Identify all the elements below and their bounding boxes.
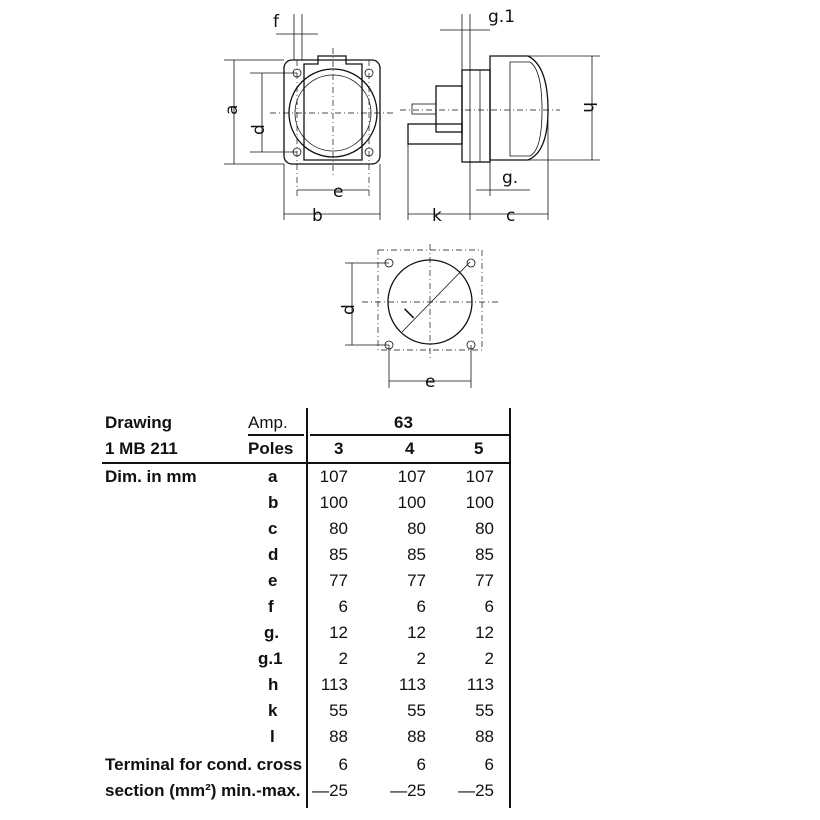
dim-b: b [268, 493, 279, 512]
value-cell: 6 [338, 597, 348, 616]
side-housing [490, 56, 548, 160]
value-cell: 12 [475, 623, 494, 642]
front-dim-d: d [249, 124, 269, 135]
value-cell: 107 [319, 467, 348, 486]
value-cell: 80 [407, 519, 426, 538]
front-dim-a: a [222, 104, 242, 115]
dim-d: d [268, 545, 279, 564]
terminal-min: 6 [484, 755, 494, 774]
terminal-min: 6 [338, 755, 348, 774]
value-cell: 85 [329, 545, 348, 564]
value-cell: 55 [329, 701, 348, 720]
value-cell: 77 [407, 571, 426, 590]
drawing-label: Drawing [105, 413, 173, 432]
value-cell: 12 [329, 623, 348, 642]
dimension-table [0, 404, 820, 820]
amp-value: 63 [394, 413, 413, 432]
poles-label: Poles [248, 439, 294, 458]
pole-4: 4 [405, 439, 415, 458]
value-cell: 88 [407, 727, 426, 746]
front-view [222, 12, 396, 226]
dim-g: g. [264, 623, 280, 642]
side-dim-c: c [506, 206, 516, 226]
value-cell: 107 [397, 467, 426, 486]
side-terminal-block [436, 86, 462, 132]
side-dim-k: k [432, 206, 442, 226]
value-cell: 85 [407, 545, 426, 564]
dim-k: k [268, 701, 278, 720]
terminal-label-2: section (mm²) min.-max. [105, 781, 301, 800]
value-cell: 85 [475, 545, 494, 564]
dim-label: Dim. in mm [105, 467, 197, 486]
side-view [400, 7, 600, 226]
front-dim-f: f [273, 12, 279, 32]
value-cell: 77 [475, 571, 494, 590]
value-cell: 6 [484, 597, 494, 616]
dim-f: f [268, 597, 274, 616]
cutout-view [339, 244, 498, 392]
terminal-max: —25 [390, 781, 426, 800]
dim-e: e [268, 571, 278, 590]
drawing-number: 1 MB 211 [105, 439, 178, 458]
value-cell: 2 [484, 649, 494, 668]
front-dim-e: e [333, 182, 344, 202]
terminal-label-1: Terminal for cond. cross [105, 755, 303, 774]
value-cell: 113 [398, 675, 426, 694]
dim-l: l [270, 727, 275, 746]
technical-drawings [0, 0, 820, 400]
value-cell: 2 [338, 649, 348, 668]
value-cell: 2 [416, 649, 426, 668]
cutout-hole [467, 259, 475, 267]
terminal-max: —25 [458, 781, 494, 800]
dim-h: h [268, 675, 279, 694]
value-cell: 100 [319, 493, 348, 512]
side-dim-g: g. [502, 168, 519, 188]
value-cell: 55 [407, 701, 426, 720]
value-cell: 55 [475, 701, 494, 720]
value-cell: 77 [329, 571, 348, 590]
value-cell: 113 [320, 675, 348, 694]
dim-c: c [268, 519, 278, 538]
value-cell: 100 [397, 493, 426, 512]
value-cell: 88 [329, 727, 348, 746]
terminal-max: —25 [312, 781, 348, 800]
dim-a: a [268, 467, 278, 486]
front-dim-b: b [312, 206, 323, 226]
cutout-dim-d: d [339, 304, 359, 315]
value-cell: 88 [475, 727, 494, 746]
value-cell: 12 [407, 623, 426, 642]
side-dim-g1: g.1 [488, 7, 516, 27]
dim-g1: g.1 [258, 649, 283, 668]
side-flange [462, 70, 490, 162]
value-cell: 113 [466, 675, 494, 694]
value-cell: 100 [465, 493, 494, 512]
pole-3: 3 [334, 439, 344, 458]
side-dim-h: h [579, 102, 599, 113]
value-cell: 6 [416, 597, 426, 616]
pole-5: 5 [474, 439, 484, 458]
value-cell: 107 [465, 467, 494, 486]
value-cell: 80 [329, 519, 348, 538]
value-cell: 80 [475, 519, 494, 538]
amp-label: Amp. [248, 413, 288, 432]
side-cable-entry [408, 124, 462, 144]
terminal-min: 6 [416, 755, 426, 774]
cutout-dim-e: e [425, 372, 436, 392]
cutout-dim-l: l [401, 305, 419, 324]
